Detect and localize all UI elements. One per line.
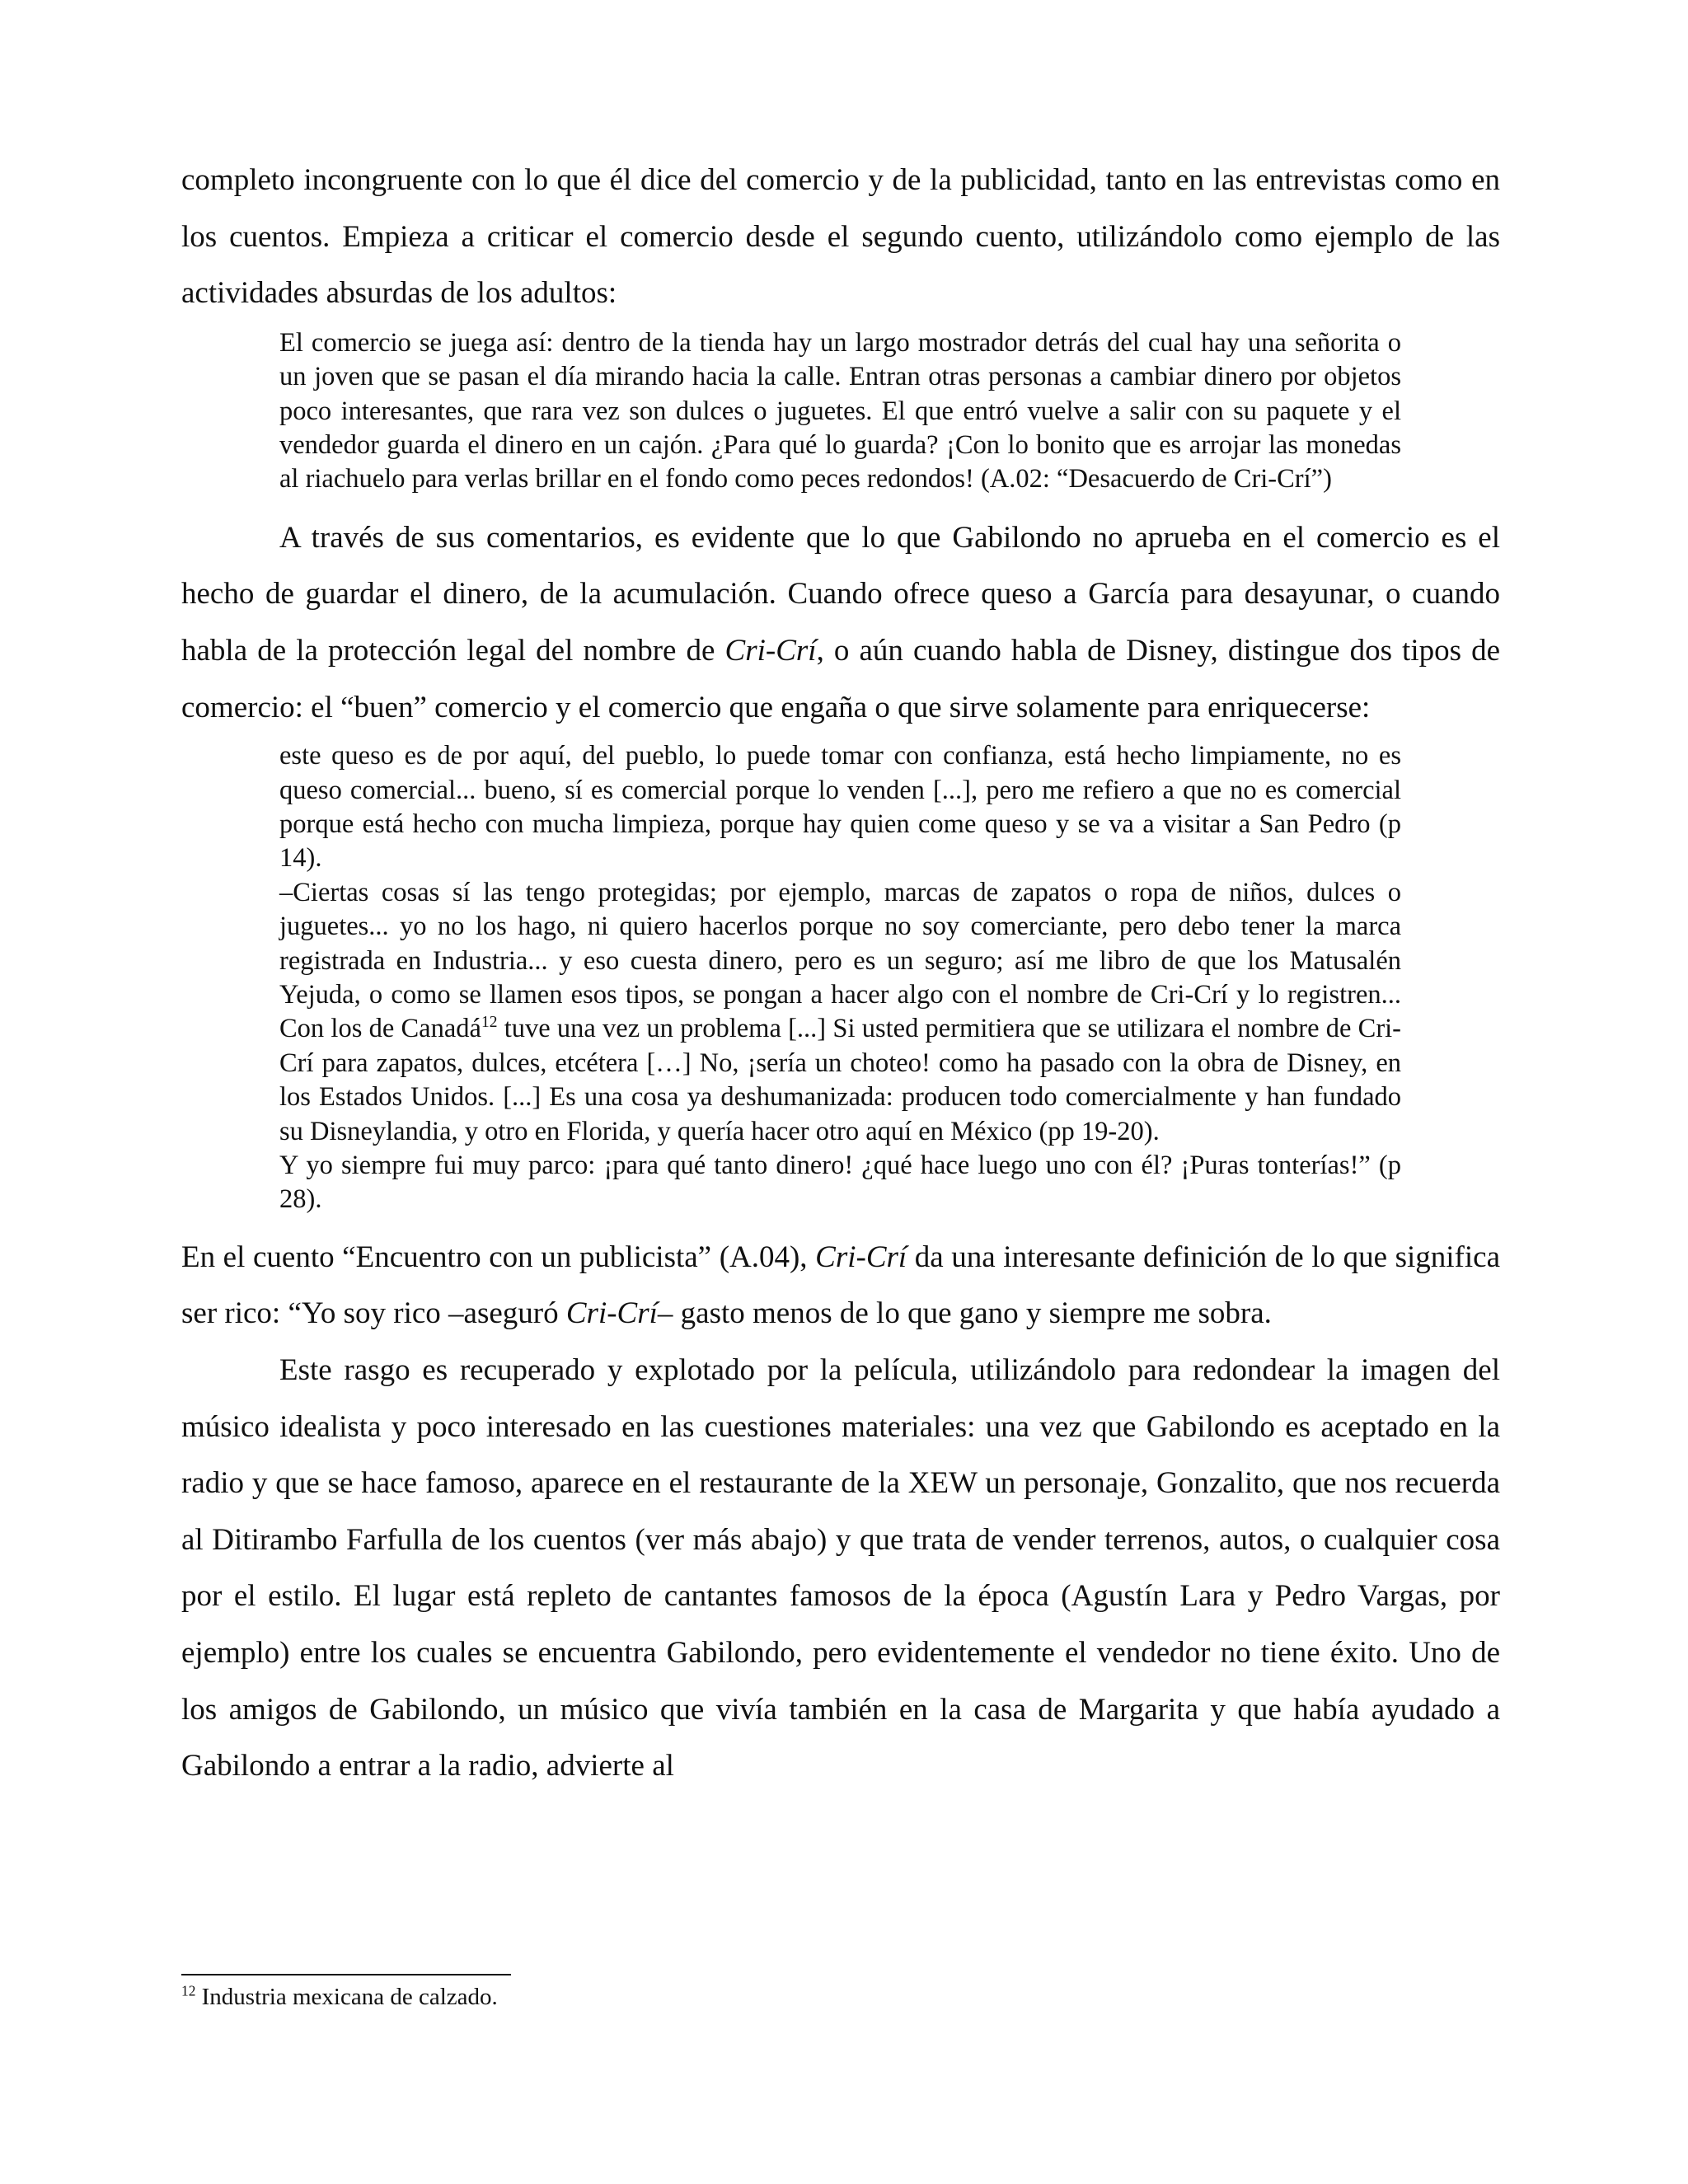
paragraph-3-text-a: En el cuento “Encuentro con un publicista” (A.04), [181, 1240, 816, 1274]
paragraph-2-italic-title: Cri-Crí [724, 634, 817, 668]
paragraph-3-italic-1: Cri-Crí [815, 1240, 907, 1274]
paragraph-4-text: Este rasgo es recuperado y explotado por la película, utilizándolo para redondear la imagen del músico idealista y poco interesado en las cuestiones materiales: una vez que Gabilondo es aceptado en la radio y que se hace famoso, aparece en el restaurante de la XEW un personaje, Gonzalito, que nos recuerda al Ditirambo Farfulla de los cuentos (ver más abajo) y que trata de vender terrenos, autos, o cualquier cosa por el estilo. El lugar está repleto de cantantes famosos de la época (Agustín Lara y Pedro Vargas, por ejemplo) entre los cuales se encuentra Gabilondo, pero evidentemente el vendedor no tiene éxito. Uno de los amigos de Gabilondo, un músico que vivía también en la casa de Margarita y que había ayudado a Gabilondo a entrar a la radio, advierte al [181, 1353, 1500, 1783]
footnote-number: 12 [181, 1982, 196, 1999]
paragraph-1 [181, 152, 1500, 322]
paragraph-4 [181, 1343, 1500, 1795]
block-quote-2 [279, 739, 1401, 1217]
footnote [181, 1980, 1500, 2013]
block-quote-2-part-c: Y yo siempre fui muy parco: ¡para qué tanto dinero! ¿qué hace luego uno con él? ¡Puras tonterías!” (p 28). [279, 1151, 1401, 1215]
block-quote-1 [279, 326, 1401, 497]
block-quote-2-part-a: este queso es de por aquí, del pueblo, lo puede tomar con confianza, está hecho limpiamente, no es queso comercial... bueno, sí es comercial porque lo venden [...], pero me refiero a que no es comercial porque está hecho con mucha limpieza, porque hay quien come queso y se va a visitar a San Pedro (p 14). [279, 741, 1401, 874]
paragraph-3-text-b: da una interesante definición de lo que significa ser rico: “Yo soy rico –aseguró [181, 1240, 1500, 1331]
block-quote-2-part-b-text-a: –Ciertas cosas sí las tengo protegidas; por ejemplo, marcas de zapatos o ropa de niños, dulces o juguetes... yo no los hago, ni quiero hacerlos porque no soy comerciante, pero debo tener la marca registrada en Industria... y eso cuesta dinero, pero es un seguro; así me libro de que los Matusalén Yejuda, o como se llamen esos tipos, se pongan a hacer algo con el nombre de Cri-Crí y lo registren... Con los de Canadá [279, 877, 1401, 1044]
paragraph-3-text-c: – gasto menos de lo que gano y siempre me sobra. [657, 1296, 1272, 1331]
footnote-text: Industria mexicana de calzado. [195, 1984, 498, 2010]
block-quote-2-part-b [279, 876, 1401, 1149]
block-quote-1-text: El comercio se juega así: dentro de la tienda hay un largo mostrador detrás del cual hay una señorita o un joven que se pasan el día mirando hacia la calle. Entran otras personas a cambiar dinero por objetos poco interesantes, que rara vez son dulces o juguetes. El que entró vuelve a salir con su paquete y el vendedor guarda el dinero en un cajón. ¿Para qué lo guarda? ¡Con lo bonito que es arrojar las monedas al riachuelo para verlas brillar en el fondo como peces redondos! (A.02: “Desacuerdo de Cri-Crí”) [279, 327, 1401, 494]
document-page [181, 152, 1500, 1795]
paragraph-3-italic-2: Cri-Crí [565, 1296, 658, 1331]
paragraph-2 [181, 510, 1500, 736]
paragraph-1-text: completo incongruente con lo que él dice del comercio y de la publicidad, tanto en las entrevistas como en los cuentos. Empieza a criticar el comercio desde el segundo cuento, utilizándolo como ejemplo de las actividades absurdas de los adultos: [181, 163, 1500, 311]
footnote-reference: 12 [481, 1014, 498, 1032]
paragraph-2-text-b: , o aún cuando habla de Disney, distingue dos tipos de comercio: el “buen” comercio y el comercio que engaña o que sirve solamente para enriquecerse: [181, 634, 1500, 724]
paragraph-2-text-a: A través de sus comentarios, es evidente que lo que Gabilondo no aprueba en el comercio es el hecho de guardar el dinero, de la acumulación. Cuando ofrece queso a García para desayunar, o cuando habla de la protección legal del nombre de [181, 520, 1500, 668]
paragraph-3 [181, 1230, 1500, 1343]
block-quote-2-part-b-text-b: tuve una vez un problema [...] Si usted permitiera que se utilizara el nombre de Cri-Crí para zapatos, dulces, etcétera […] No, ¡sería un choteo! como ha pasado con la obra de Disney, en los Estados Unidos. [...] Es una cosa ya deshumanizada: producen todo comercialmente y han fundado su Disneylandia, y otro en Florida, y quería hacer otro aquí en México (pp 19-20). [279, 1014, 1401, 1146]
footnote-separator [181, 1974, 511, 1975]
